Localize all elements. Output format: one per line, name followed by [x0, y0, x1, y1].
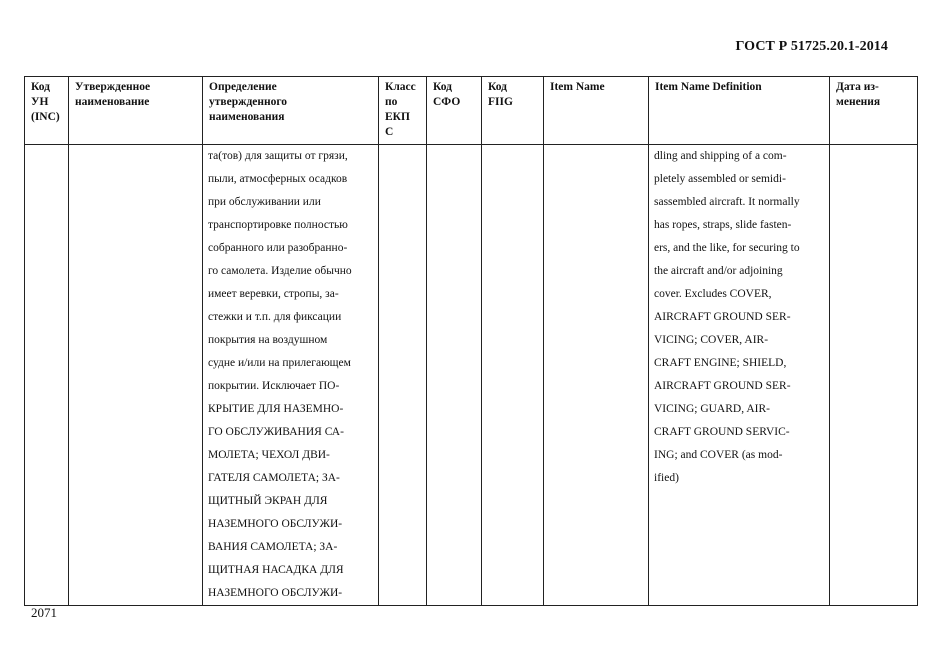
header-row: [25, 77, 918, 145]
header-line: Код: [488, 81, 508, 93]
definition-line: имеет веревки, стропы, за-: [208, 288, 339, 300]
header-line: менения: [836, 96, 881, 108]
definition-line: AIRCRAFT GROUND SER-: [654, 380, 791, 392]
header-line: наименование: [75, 96, 150, 108]
cell-ekps-class: [379, 145, 427, 606]
header-line: по: [385, 96, 398, 108]
definition-line: МОЛЕТА; ЧЕХОЛ ДВИ-: [208, 449, 330, 461]
header-ekps-class: [379, 77, 427, 145]
definition-line: ers, and the like, for securing to: [654, 242, 800, 254]
header-line: ЕКП: [385, 111, 410, 123]
definition-line: та(тов) для защиты от грязи,: [208, 150, 348, 162]
header-line: Утвержденное: [75, 81, 151, 93]
header-line: Определение: [209, 81, 277, 93]
definition-line: the aircraft and/or adjoining: [654, 265, 783, 277]
definition-line: НАЗЕМНОГО ОБСЛУЖИ-: [208, 587, 343, 599]
definition-line: CRAFT ENGINE; SHIELD,: [654, 357, 787, 369]
definition-line: has ropes, straps, slide fasten-: [654, 219, 792, 231]
definition-line: ГО ОБСЛУЖИВАНИЯ СА-: [208, 426, 344, 438]
header-line: Item Name Definition: [655, 81, 762, 93]
definition-line: pletely assembled or semidi-: [654, 173, 786, 185]
definition-line: транспортировке полностью: [208, 219, 348, 231]
cell-approved-name: [69, 145, 203, 606]
definition-line: ЩИТНАЯ НАСАДКА ДЛЯ: [208, 564, 344, 576]
cell-approved-definition: [203, 145, 379, 606]
definition-line: VICING; COVER, AIR-: [654, 334, 769, 346]
header-line: Код: [31, 81, 51, 93]
header-line: Дата из-: [836, 81, 879, 93]
definition-line: VICING; GUARD, AIR-: [654, 403, 770, 415]
definition-line: пыли, атмосферных осадков: [208, 173, 348, 185]
table-row: [25, 145, 918, 606]
header-line: Код: [433, 81, 453, 93]
definition-line: ING; and COVER (as mod-: [654, 449, 783, 461]
approved-definition-text: [203, 145, 378, 605]
header-approved-definition: [203, 77, 379, 145]
definition-line: судне и/или на прилегающем: [208, 357, 351, 369]
header-sfo-code: [427, 77, 482, 145]
definition-line: ЩИТНЫЙ ЭКРАН ДЛЯ: [208, 495, 328, 507]
header-line: наименования: [209, 111, 285, 123]
cell-item-name: [544, 145, 649, 606]
definition-line: sassembled aircraft. It normally: [654, 196, 800, 208]
header-fiig-code: [482, 77, 544, 145]
definition-line: покрытия на воздушном: [208, 334, 328, 346]
definition-line: cover. Excludes COVER,: [654, 288, 772, 300]
definition-line: собранного или разобранно-: [208, 242, 348, 254]
definition-line: НАЗЕМНОГО ОБСЛУЖИ-: [208, 518, 343, 530]
document-id: ГОСТ Р 51725.20.1-2014: [735, 39, 888, 54]
header-line: С: [385, 126, 394, 138]
header-line: FIIG: [488, 96, 513, 108]
page-number: 2071: [31, 605, 57, 620]
definition-line: покрытии. Исключает ПО-: [208, 380, 340, 392]
definition-line: CRAFT GROUND SERVIC-: [654, 426, 790, 438]
cell-change-date: [830, 145, 918, 606]
definition-line: при обслуживании или: [208, 196, 321, 208]
header-line: Item Name: [550, 81, 605, 93]
header-approved-name: [69, 77, 203, 145]
header-line: Класс: [385, 81, 416, 93]
cell-item-name-definition: [649, 145, 830, 606]
header-change-date: [830, 77, 918, 145]
header-line: (INC): [31, 111, 60, 123]
definition-line: стежки и т.п. для фиксации: [208, 311, 342, 323]
header-item-name-definition: [649, 77, 830, 145]
definition-line: dling and shipping of a com-: [654, 150, 787, 162]
definition-line: ВАНИЯ САМОЛЕТА; ЗА-: [208, 541, 338, 553]
header-inc: [25, 77, 69, 145]
definition-line: го самолета. Изделие обычно: [208, 265, 352, 277]
header-line: УН: [31, 96, 49, 108]
definition-line: ified): [654, 472, 679, 484]
header-line: утвержденного: [209, 96, 288, 108]
cell-inc: [25, 145, 69, 606]
definition-line: КРЫТИЕ ДЛЯ НАЗЕМНО-: [208, 403, 344, 415]
cell-sfo-code: [427, 145, 482, 606]
header-line: СФО: [433, 96, 461, 108]
definition-line: AIRCRAFT GROUND SER-: [654, 311, 791, 323]
definition-line: ГАТЕЛЯ САМОЛЕТА; ЗА-: [208, 472, 340, 484]
cell-fiig-code: [482, 145, 544, 606]
item-name-definition-text: [649, 145, 829, 490]
header-item-name: [544, 77, 649, 145]
catalog-table: [24, 76, 918, 606]
